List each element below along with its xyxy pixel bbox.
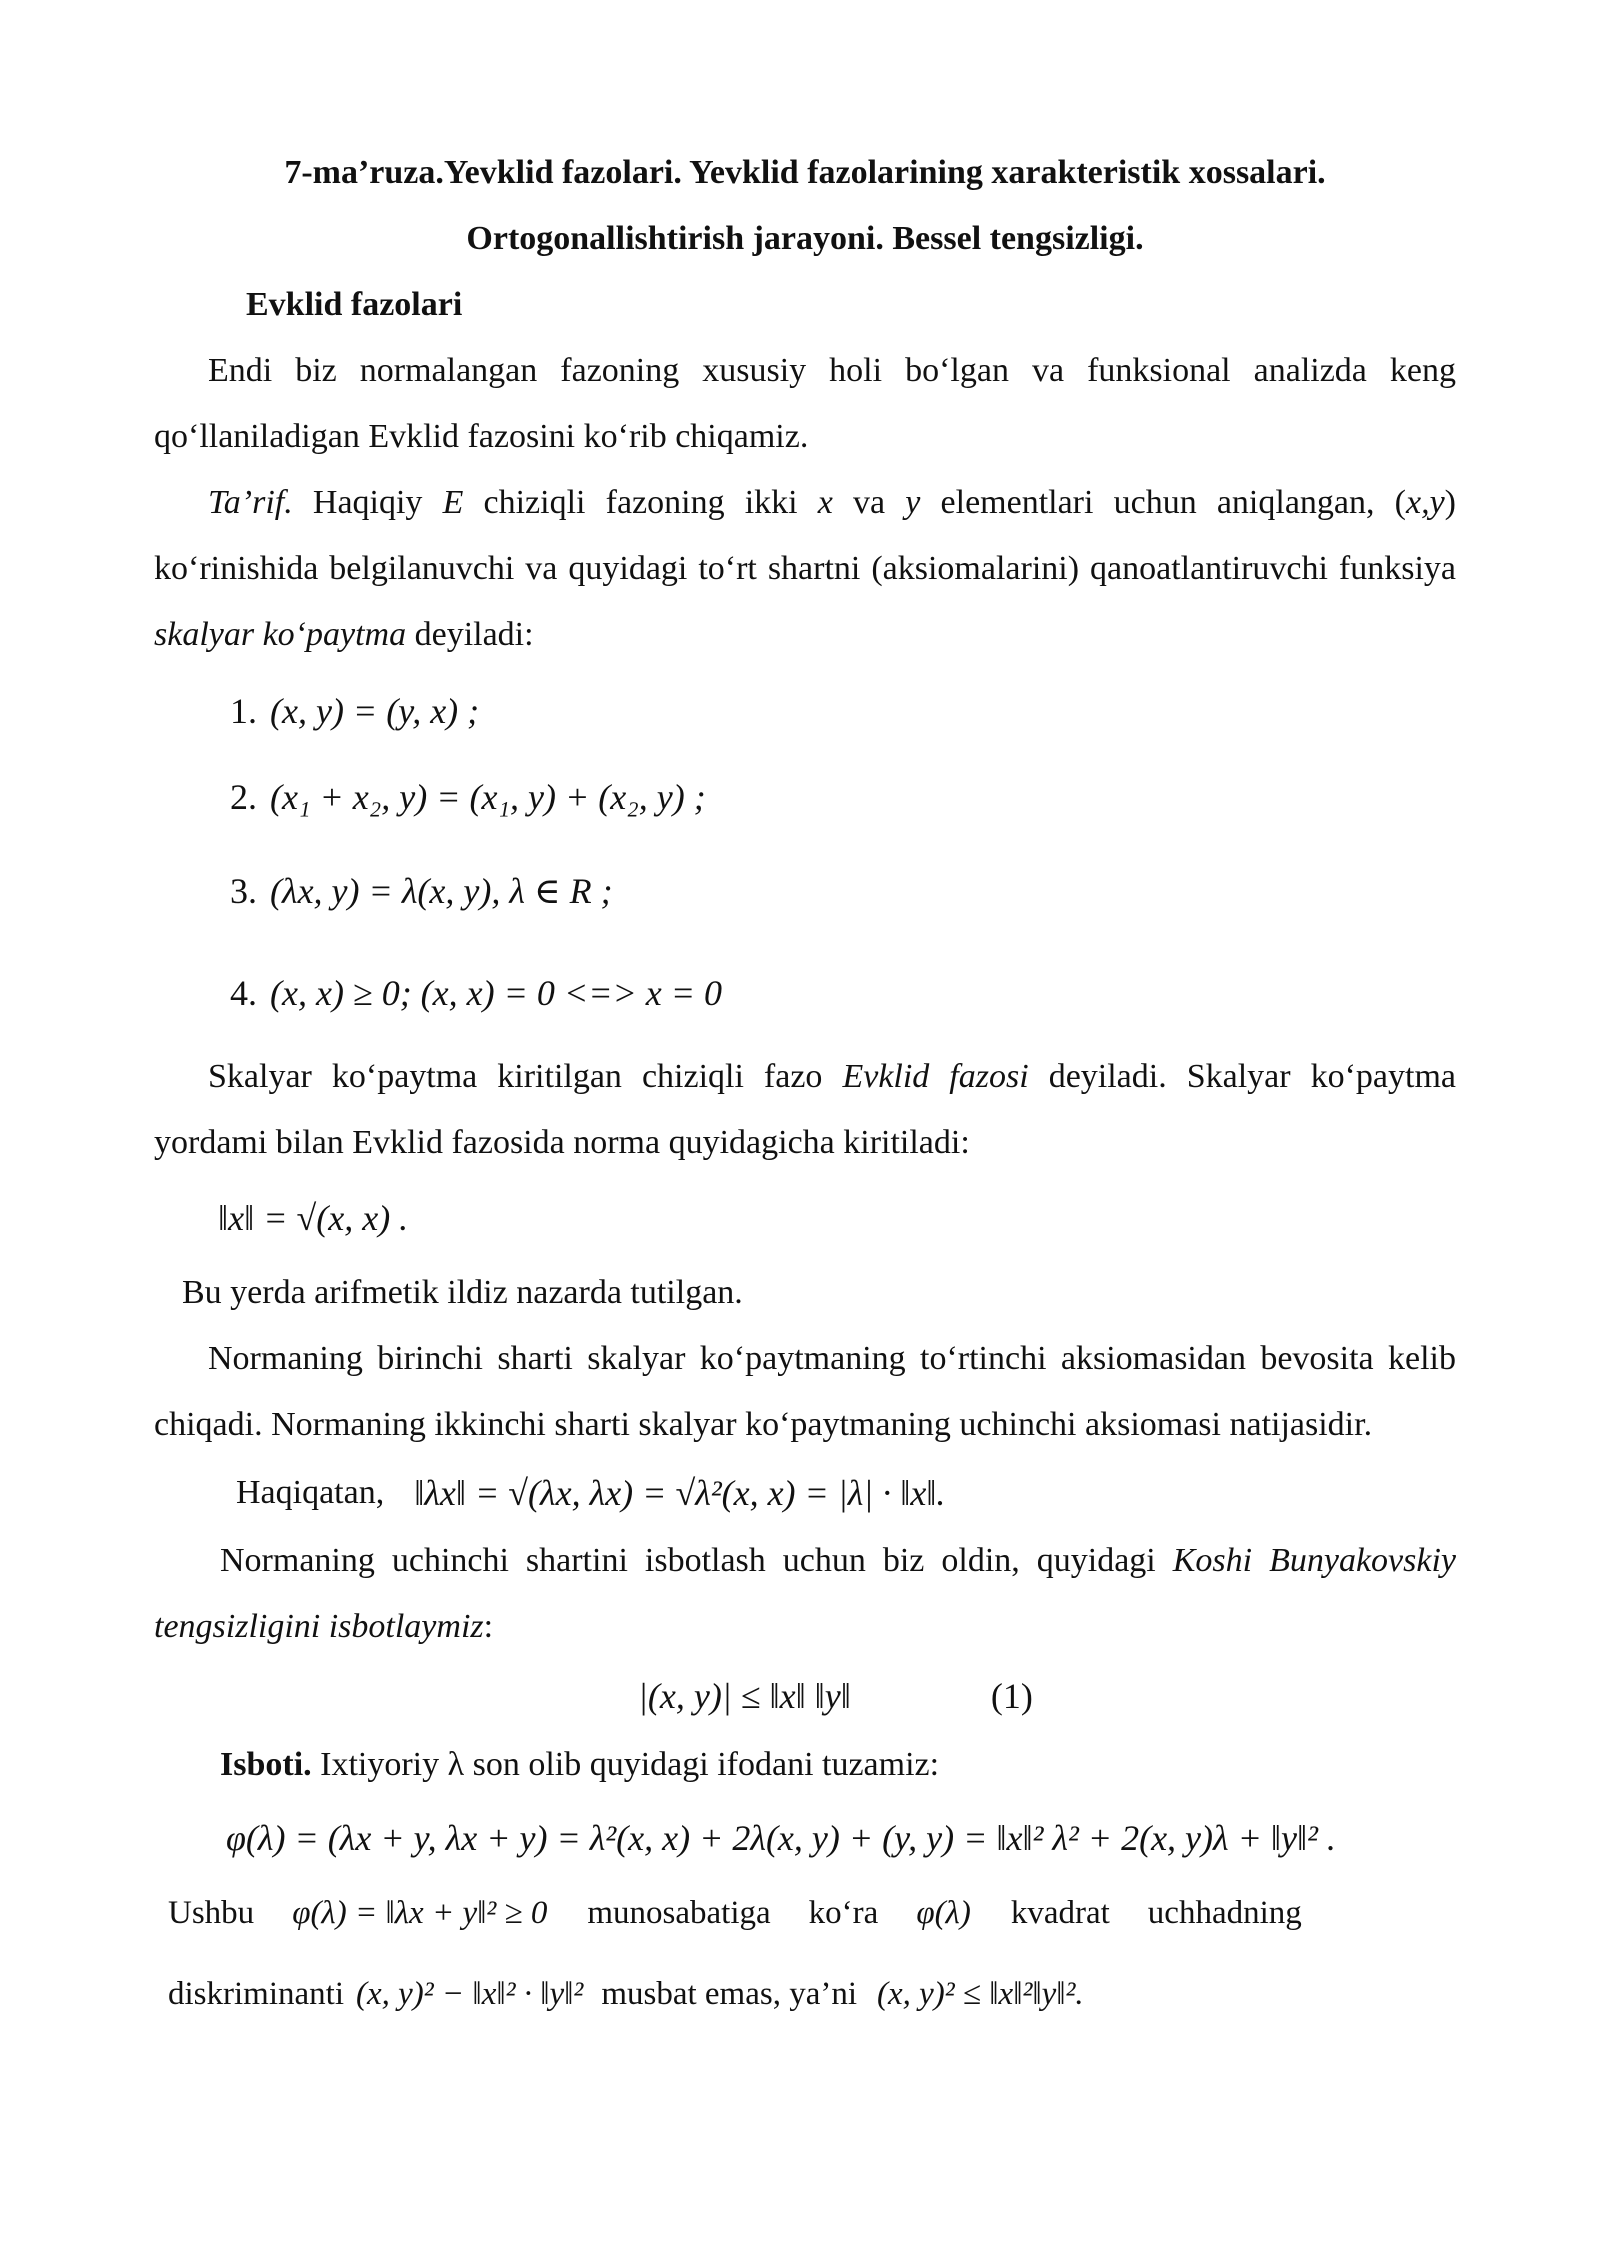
ushbu-word: Ushbu [168, 1894, 255, 1931]
ushbu-word: uchhadning [1147, 1894, 1302, 1931]
cauchy-inequality-formula: |(x, y)| ≤ ‖x‖ ‖y‖ [638, 1676, 851, 1716]
cauchy-term: Koshi Bunyakovskiy tengsizligini isbotlaymiz [154, 1542, 1456, 1645]
definition-term: skalyar ko‘paytma [154, 616, 407, 653]
haqiqatan-label: Haqiqatan, [236, 1474, 385, 1511]
axiom-3 [230, 840, 1456, 942]
definition-text: ) ko‘rinishida belgilanuvchi va quyidagi to‘rt shartni (aksiomalarini) qanoatlantiruvchi funksiya [154, 484, 1456, 587]
paragraph-root-note: Bu yerda arifmetik ildiz nazarda tutilgan. [182, 1274, 743, 1311]
definition-text: elementlari uchun aniqlangan, ( [920, 484, 1406, 521]
axiom-formula: (x₁ + x₂, y) = (x₁, y) + (x₂, y) ; [270, 777, 706, 817]
paragraph-cauchy-intro [154, 1528, 1456, 1660]
para-text: Normaning uchinchi shartini isbotlash uchun biz oldin, quyidagi [220, 1542, 1173, 1579]
definition-text: chiziqli fazoning ikki [463, 484, 818, 521]
definition-label: Ta’rif. [208, 484, 293, 521]
norm-formula: ‖x‖ = √(x, x) . [218, 1198, 409, 1238]
proof-label: Isboti. [220, 1746, 312, 1783]
ushbu-word: ko‘ra [808, 1894, 879, 1931]
ushbu-word: munosabatiga [587, 1894, 771, 1931]
axiom-number: 3. [230, 871, 257, 911]
norm-formula-row [154, 1176, 1456, 1260]
para-text: Skalyar ko‘paytma kiritilgan chiziqli fazo [208, 1058, 843, 1095]
axiom-4 [230, 942, 1456, 1044]
euclid-term: Evklid fazosi [842, 1058, 1029, 1095]
paragraph-proof [154, 1732, 1456, 1798]
axiom-formula: (λx, y) = λ(x, y), λ ∈ R ; [270, 871, 613, 911]
var-xy: x,y [1405, 484, 1445, 521]
axiom-1 [230, 668, 1456, 754]
para-text: : [483, 1608, 494, 1645]
axiom-list [154, 668, 1456, 1044]
disc-word: musbat emas, ya’ni [601, 1975, 858, 2012]
ushbu-phi: φ(λ) [916, 1894, 971, 1931]
document-page [154, 140, 1456, 2040]
haqiqatan-formula: ‖λx‖ = √(λx, λx) = √λ²(x, x) = |λ| · ‖x‖. [414, 1473, 946, 1513]
discriminant-row [154, 1948, 1456, 2040]
ushbu-formula: φ(λ) = ‖λx + y‖² ≥ 0 [292, 1894, 548, 1931]
disc-formula: (x, y)² − ‖x‖² · ‖y‖² [356, 1975, 584, 2012]
para-text: deyiladi. Skalyar ko‘paytma yordami bilan Evklid fazosida norma quyidagicha kiritiladi: [154, 1058, 1456, 1161]
phi-formula-row [154, 1798, 1456, 1878]
disc-conclusion-formula: (x, y)² ≤ ‖x‖²‖y‖². [877, 1975, 1084, 2012]
section-heading: Evklid fazolari [246, 286, 463, 323]
phi-formula: φ(λ) = (λx + y, λx + y) = λ²(x, x) + 2λ(x, y) + (y, y) = ‖x‖² λ² + 2(x, y)λ + ‖y‖² . [226, 1818, 1336, 1858]
axiom-number: 2. [230, 777, 257, 817]
disc-word: diskriminanti [168, 1975, 344, 2012]
equation-number: (1) [990, 1676, 1033, 1716]
axiom-number: 4. [230, 973, 257, 1013]
axiom-2 [230, 754, 1456, 840]
definition-text: Haqiqiy [292, 484, 443, 521]
cauchy-inequality-row [154, 1660, 1456, 1732]
lecture-title-line-2: Ortogonallishtirish jarayoni. Bessel tengsizligi. [466, 220, 1144, 257]
ushbu-word: kvadrat [1010, 1894, 1110, 1931]
proof-text: Ixtiyoriy λ son olib quyidagi ifodani tuzamiz: [311, 1746, 940, 1783]
axiom-number: 1. [230, 691, 257, 731]
var-y: y [905, 484, 921, 521]
definition-text: va [832, 484, 906, 521]
paragraph-norm-conditions: Normaning birinchi sharti skalyar ko‘paytmaning to‘rtinchi aksiomasidan bevosita kelib chiqadi. Normaning ikkinchi sharti skalyar ko‘paytmaning uchinchi aksiomasi natijasidir. [154, 1340, 1456, 1443]
axiom-formula: (x, y) = (y, x) ; [270, 691, 480, 731]
definition-text: deyiladi: [406, 616, 534, 653]
lecture-title-line-1: 7-ma’ruza.Yevklid fazolari. Yevklid fazolarining xarakteristik xossalari. [284, 154, 1326, 191]
paragraph-euclid-definition [154, 1044, 1456, 1176]
paragraph-intro: Endi biz normalangan fazoning xususiy holi bo‘lgan va funksional analizda keng qo‘llaniladigan Evklid fazosini ko‘rib chiqamiz. [154, 352, 1456, 455]
axiom-formula: (x, x) ≥ 0; (x, x) = 0 <=> x = 0 [270, 973, 723, 1013]
var-x: x [817, 484, 833, 521]
ushbu-row [154, 1878, 1456, 1948]
var-E: E [442, 484, 464, 521]
haqiqatan-row [154, 1458, 1456, 1528]
paragraph-definition [154, 470, 1456, 668]
